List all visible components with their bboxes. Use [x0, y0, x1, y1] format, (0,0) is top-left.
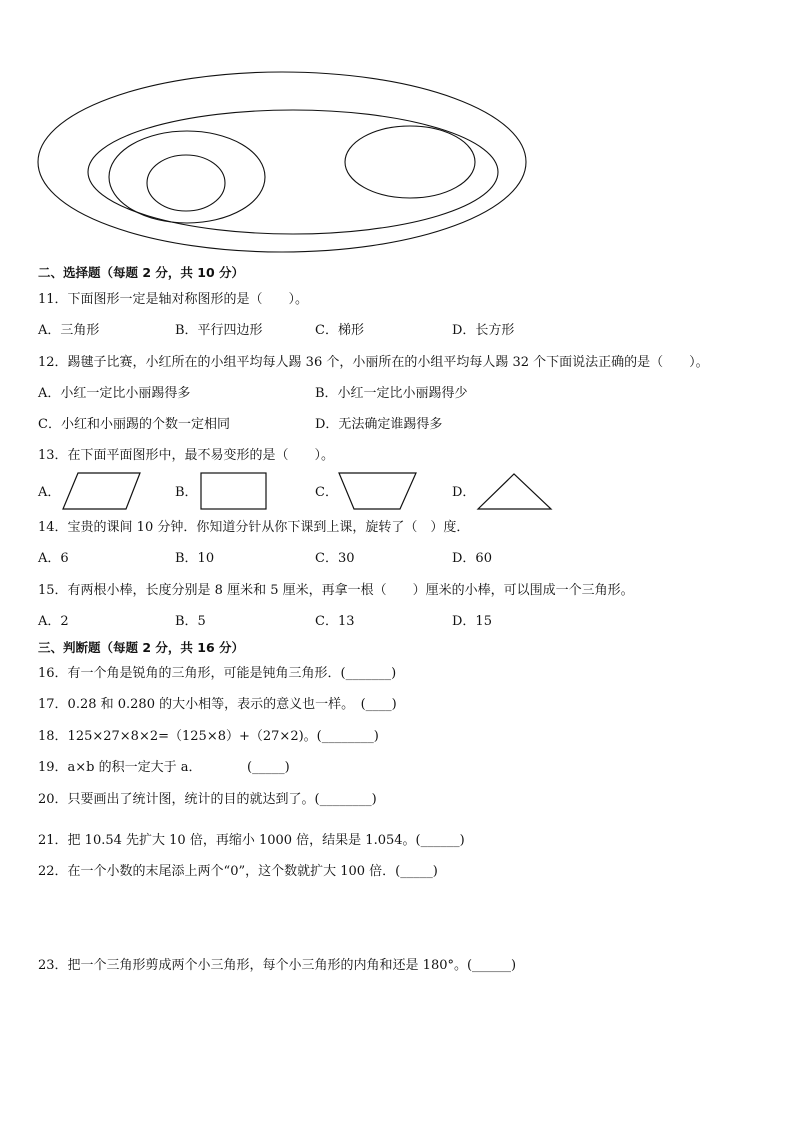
third-ellipse: [109, 131, 265, 223]
question-11: 11．下面图形一定是轴对称图形的是（ ）。: [38, 292, 309, 307]
outer-ellipse: [38, 72, 526, 252]
q13-option-b-label: B．: [175, 485, 198, 500]
parallelogram-shape: [63, 473, 140, 509]
q13-option-a-label: A．: [38, 485, 61, 500]
q11-option-a: A．三角形: [38, 323, 100, 338]
question-19: 19．a×b 的积一定大于 a． (_____): [38, 760, 290, 775]
q15-option-b: B．5: [175, 614, 206, 629]
question-22: 22．在一个小数的末尾添上两个“0”，这个数就扩大 100 倍．(_____): [38, 864, 438, 879]
question-15: 15．有两根小棒，长度分别是 8 厘米和 5 厘米，再拿一根（ ）厘米的小棒，可以围成一个三角形。: [38, 583, 634, 598]
question-21: 21．把 10.54 先扩大 10 倍，再缩小 1000 倍，结果是 1.054。(______): [38, 833, 465, 848]
q14-option-c: C．30: [315, 551, 355, 566]
q11-option-b: B．平行四边形: [175, 323, 263, 338]
q14-option-a: A．6: [38, 551, 69, 566]
inner-ellipse: [147, 155, 225, 211]
nested-ellipses-figure: [0, 0, 794, 260]
q11-option-c: C．梯形: [315, 323, 364, 338]
q12-option-d: D．无法确定谁踢得多: [315, 417, 443, 432]
q11-option-d: D．长方形: [452, 323, 515, 338]
q14-option-b: B．10: [175, 551, 215, 566]
q13-shapes: [0, 467, 794, 517]
question-13: 13．在下面平面图形中，最不易变形的是（ ）。: [38, 448, 335, 463]
question-18: 18．125×27×8×2=（125×8）+（27×2)。(________): [38, 729, 379, 744]
q15-option-a: A．2: [38, 614, 69, 629]
triangle-shape: [478, 474, 551, 509]
q12-option-a: A．小红一定比小丽踢得多: [38, 386, 191, 401]
q13-option-c-label: C．: [315, 485, 338, 500]
q15-option-d: D．15: [452, 614, 492, 629]
question-12: 12．踢毽子比赛，小红所在的小组平均每人踢 36 个，小丽所在的小组平均每人踢 32 个下面说法正确的是（ ）。: [38, 355, 709, 370]
section-2-heading: 二、选择题（每题 2 分，共 10 分）: [38, 265, 245, 280]
right-ellipse: [345, 126, 475, 198]
question-23: 23．把一个三角形剪成两个小三角形，每个小三角形的内角和还是 180°。(______): [38, 958, 517, 973]
trapezoid-shape: [339, 473, 416, 509]
q14-option-d: D．60: [452, 551, 492, 566]
q13-option-d-label: D．: [452, 485, 476, 500]
q15-option-c: C．13: [315, 614, 355, 629]
question-20: 20．只要画出了统计图，统计的目的就达到了。(________): [38, 792, 377, 807]
section-3-heading: 三、判断题（每题 2 分，共 16 分）: [38, 640, 245, 655]
question-16: 16．有一个角是锐角的三角形，可能是钝角三角形．(_______): [38, 666, 397, 681]
question-14: 14．宝贵的课间 10 分钟．你知道分针从你下课到上课，旋转了（ ）度．: [38, 520, 470, 535]
q12-option-b: B．小红一定比小丽踢得少: [315, 386, 468, 401]
question-17: 17．0.28 和 0.280 的大小相等，表示的意义也一样。 (____): [38, 697, 397, 712]
rectangle-shape: [201, 473, 266, 509]
q12-option-c: C．小红和小丽踢的个数一定相同: [38, 417, 230, 432]
